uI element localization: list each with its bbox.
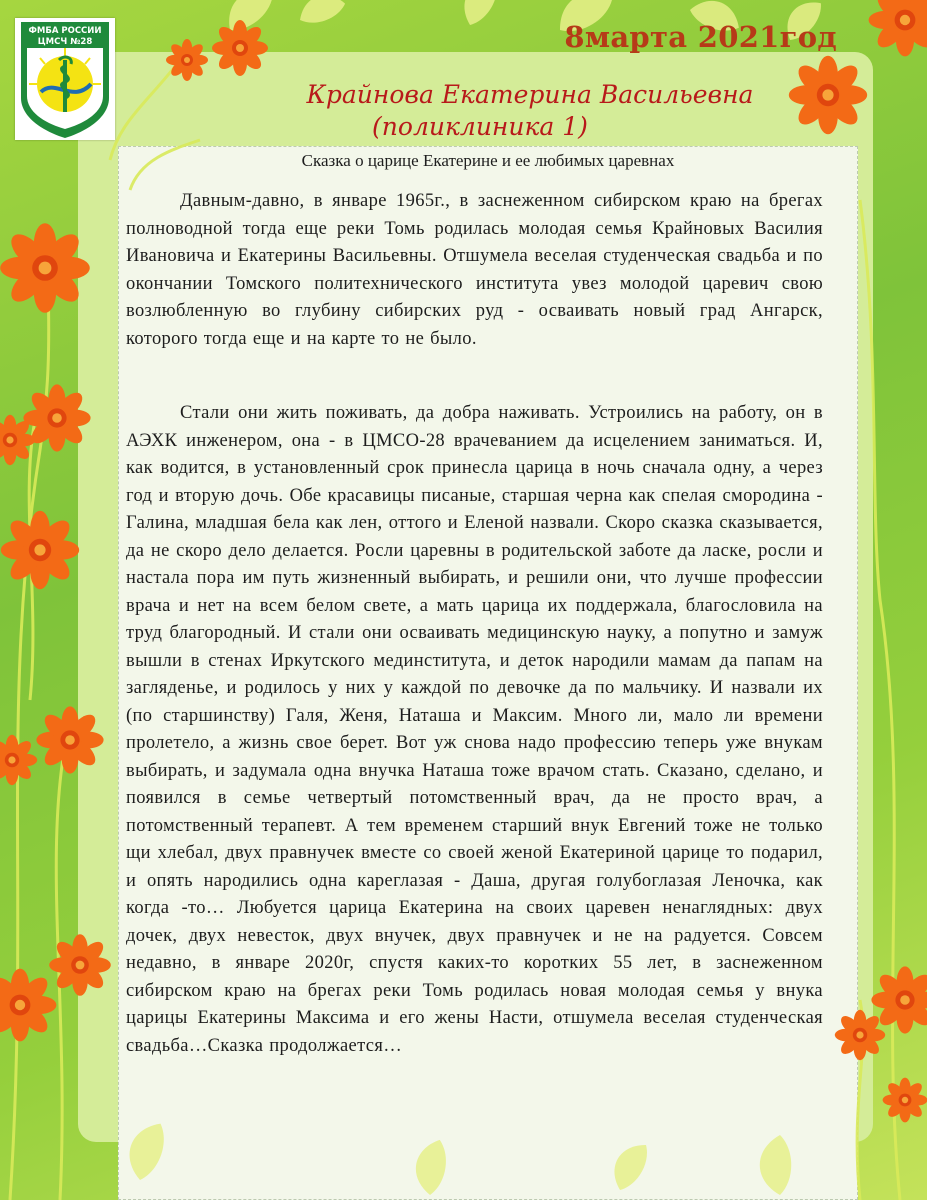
story-title: Сказка о царице Екатерине и ее любимых царевнах	[301, 151, 675, 170]
logo-bottom-text: ЦМСЧ №28	[37, 37, 93, 47]
bottom-leaves	[121, 1117, 791, 1197]
date-heading: 8марта 2021год	[564, 20, 837, 54]
story-paragraph: Стали они жить поживать, да добра наживать. Устроились на работу, он в АЭХК инженером, она - в ЦМСО-28 врачеванием да исцелением заниматься. И, как водится, в установленный срок принесла царица в ночь сначала одну, а через год и вторую дочь. Обе красавицы писаные, старшая черна как спелая смородина - Галина, младшая бела как лен, оттого и Еленой назвали. Скоро сказка сказывается, да не скоро дело делается. Росли царевны в родительской заботе да ласке, росли и настала пора им путь жизненный выбирать, и решили они, что лучше профессии врача и нет на всем белом свете, а мать царица их поддержала, благословила на труд благородный. И стали они осваивать медицинскую науку, а попутно и замуж вышли в стенах Иркутского мединститута, и деток народили мамам да папам на загляденье, и родилось у них у каждой по девочке да по мальчику. И назвали их (по старшинству) Галя, Женя, Наташа и Максим. Много ли, мало ли времени пролетело, а жизнь свое берет. Вот уж снова надо профессию теперь уже внукам выбирать, и задумала одна внучка Наташа тоже врачом стать. Сказано, сделано, и появился в семье четвертый потомственный врач, да не просто врач, а потомственный терапевт. А тем временем старший внук Евгений тоже не только щи хлебал, двух правнучек вместе со своей женой Екатериной царице то подарил, и опять народились одна кареглазая - Даша, другая голубоглазая Леночка, как когда -то… Любуется царица Екатерина на своих царевен ненаглядных: двух дочек, двух невесток, двух внучек, двух правнучек и не на радуется. Совсем недавно, в январе 2020г, спустя каких-то коротких 55 лет, в заснеженном сибирском краю на брегах реки Томь родилась новая молодая семья у внука царицы Екатерины Максима и его жены Насти, отшумела веселая студенческая свадьба…Сказка продолжается…	[126, 403, 823, 1056]
logo-top-text: ФМБА РОССИИ	[28, 26, 102, 36]
organization-logo	[15, 18, 115, 140]
story-paragraph: Давным-давно, в январе 1965г., в заснеженном сибирском краю на брегах полноводной тогда еще реки Томь родилась молодая семья Крайновых Василия Ивановича и Екатерины Васильевны. Отшумела веселая студенческая свадьба и по окончании Томского политехнического института увез молодой царевич свою возлюбленную во глубину сибирских руд - осваивать новый град Ангарск, которого тогда еще и на карте то не было.	[126, 191, 823, 349]
author-name: Крайнова Екатерина Васильевна	[306, 80, 754, 109]
author-workplace: (поликлиника 1)	[372, 112, 588, 141]
